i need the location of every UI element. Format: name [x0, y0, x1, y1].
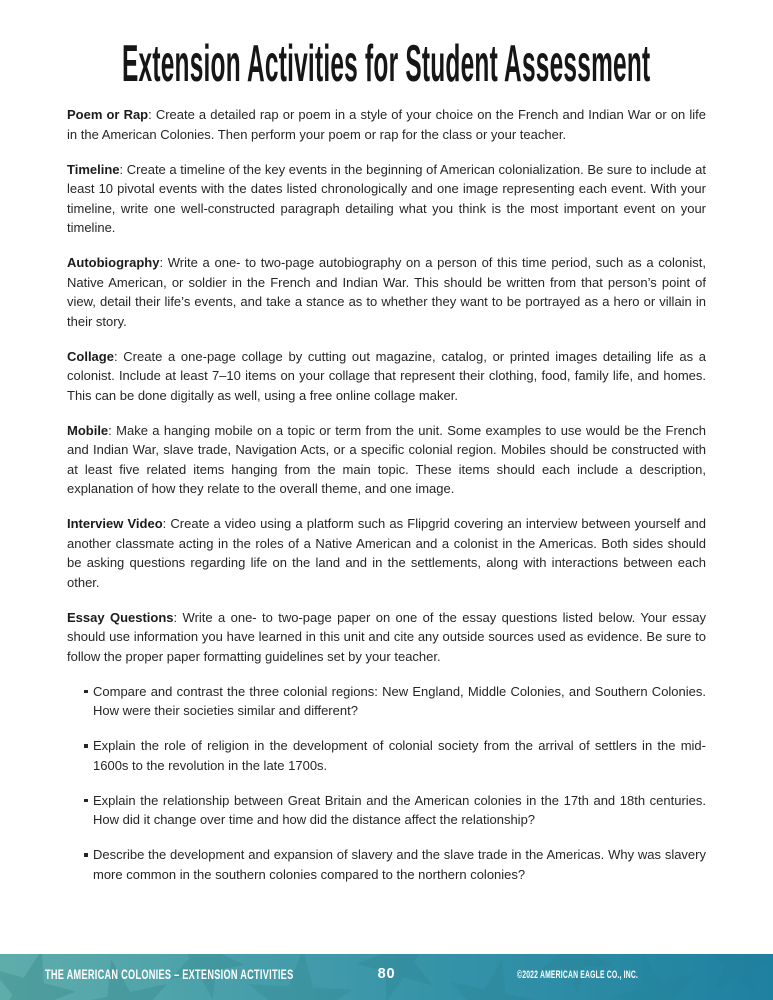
page-number: 80: [377, 966, 396, 982]
footer-copyright: ©2022 AMERICAN EAGLE CO., INC.: [517, 969, 639, 981]
activity-text: : Write a one- to two-page paper on one of the essay questions listed below. Your essay should use information you have learned in this unit and cite any outside sources used as evidence. Be sure to follow the proper paper formatting guidelines set by your teacher.: [67, 609, 706, 664]
activity-interview-video: [67, 514, 706, 592]
bullet-marker-icon: [84, 744, 88, 748]
activity-collage: [67, 347, 706, 406]
activity-label: Interview Video: [67, 516, 163, 531]
activity-text: : Make a hanging mobile on a topic or term from the unit. Some examples to use would be the French and Indian War, slave trade, Navigation Acts, or a specific colonial region. Mobiles should be constructed with at least five related items hanging from the main topic. These items should each include a description, explanation of how they relate to the overall theme, and one image.: [67, 422, 706, 496]
essay-question-list: [67, 682, 706, 885]
activity-label: Autobiography: [67, 255, 160, 270]
essay-question-text: Explain the role of religion in the development of colonial society from the arrival of settlers in the mid-1600s to the revolution in the late 1700s.: [93, 738, 706, 773]
activity-text: : Create a video using a platform such as Flipgrid covering an interview between yourself and another classmate acting in the roles of a Native American and a colonist in the Americas. Both sides should be asking questions regarding life on the land and in the settlements, along with interactions between each other.: [67, 516, 706, 590]
activity-poem-or-rap: [67, 105, 706, 144]
bullet-marker-icon: [84, 799, 88, 803]
essay-question-item: [84, 682, 706, 721]
bullet-marker-icon: [84, 690, 88, 694]
essay-question-item: [84, 845, 706, 884]
essay-question-text: Explain the relationship between Great Britain and the American colonies in the 17th and 18th centuries. How did it change over time and how did the distance affect the relationship?: [93, 792, 706, 827]
essay-question-item: [84, 791, 706, 830]
activity-label: Collage: [67, 348, 114, 364]
activity-text: : Create a one-page collage by cutting out magazine, catalog, or printed images detailing life as a colonist. Include at least 7–10 items on your collage that represent their clothing, food, family life, and homes. This can be done digitally as well, using a free online collage maker.: [67, 348, 706, 403]
activity-mobile: [67, 421, 706, 499]
bullet-marker-icon: [84, 853, 88, 857]
essay-question-text: Compare and contrast the three colonial regions: New England, Middle Colonies, and Southern Colonies. How were their societies similar and different?: [93, 683, 706, 718]
essay-question-text: Describe the development and expansion of slavery and the slave trade in the Americas. Why was slavery more common in the southern colonies compared to the northern colonies?: [93, 847, 706, 882]
activity-label: Mobile: [67, 422, 109, 438]
essay-question-item: [84, 736, 706, 775]
page-body: [0, 105, 773, 884]
activity-label: Poem or Rap: [67, 107, 149, 122]
page-title: Extension Activities for Student Assessment: [122, 35, 651, 93]
title-area: [0, 0, 773, 105]
activity-text: : Write a one- to two-page autobiography on a person of this time period, such as a colonist, Native American, or soldier in the French and Indian War. This should be written from that person’s point of view, detail their life’s events, and take a stance as to whether they want to be portrayed as a hero or villain in their story.: [67, 255, 706, 329]
footer-content: [0, 954, 773, 1000]
activity-essay-questions: [67, 608, 706, 667]
activity-text: : Create a detailed rap or poem in a style of your choice on the French and Indian War or on life in the American Colonies. Then perform your poem or rap for the class or your teacher.: [67, 107, 706, 142]
activity-autobiography: [67, 253, 706, 331]
activity-label: Timeline: [67, 161, 120, 177]
activity-timeline: [67, 160, 706, 238]
activity-text: : Create a timeline of the key events in the beginning of American colonialization. Be sure to include at least 10 pivotal events with the dates listed chronologically and one image representing each event. With your timeline, write one well-constructed paragraph detailing what you think is the most important event on your timeline.: [67, 161, 706, 235]
footer-book-title: THE AMERICAN COLONIES – EXTENSION ACTIVITIES: [45, 967, 294, 982]
page-footer: [0, 954, 773, 1000]
activity-label: Essay Questions: [67, 609, 174, 625]
